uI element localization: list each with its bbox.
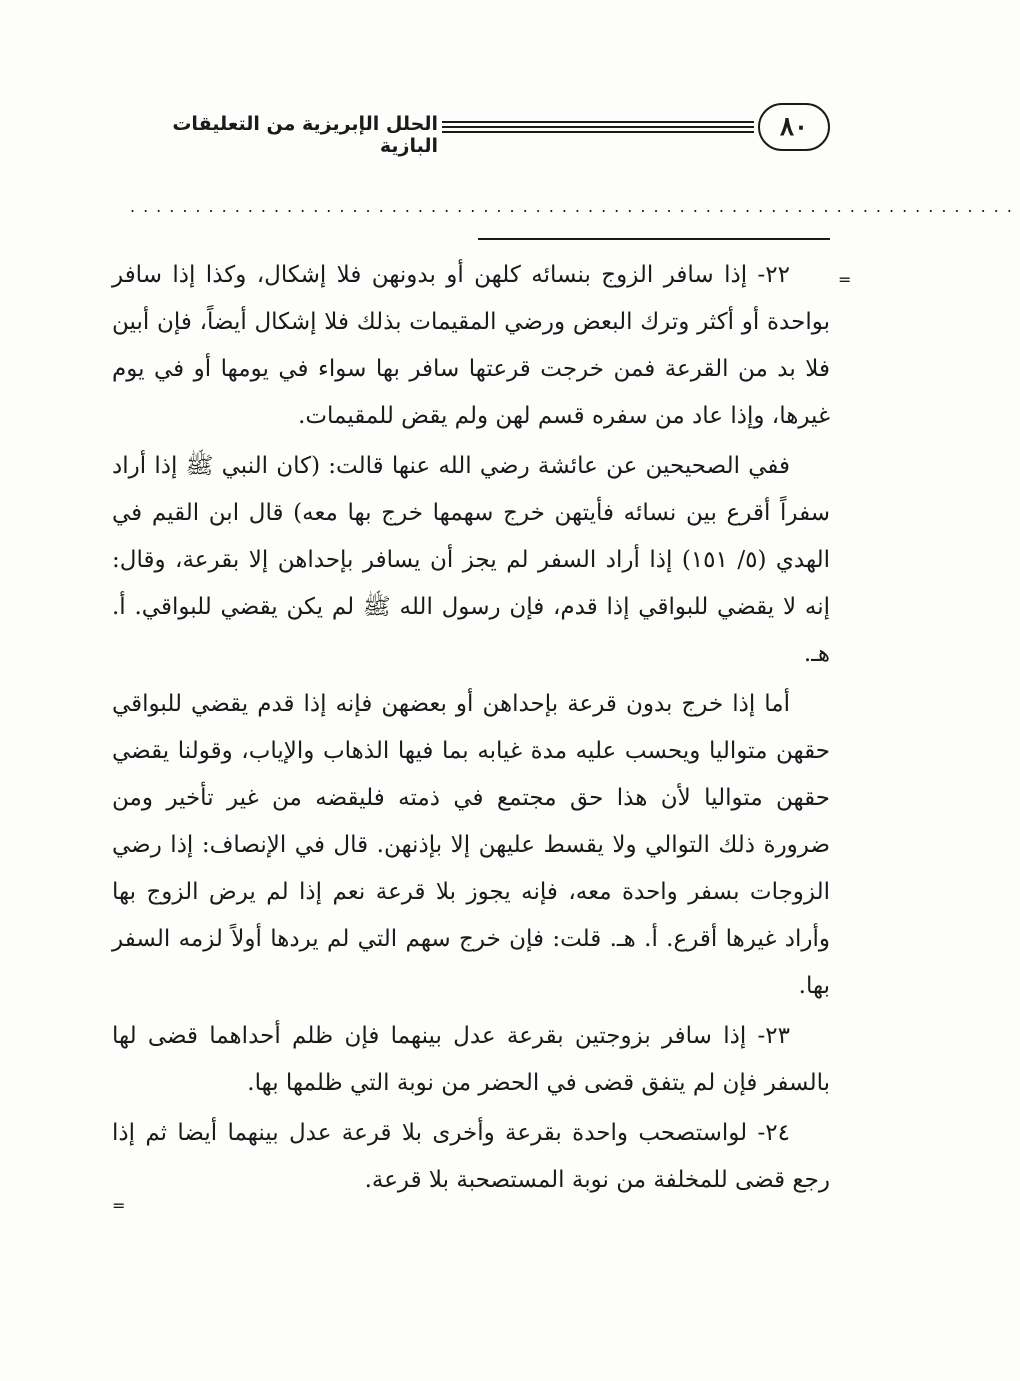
paragraph-23: ٢٣- إذا سافر بزوجتين بقرعة عدل بينهما فإن ظلم أحداهما قضى لها بالسفر فإن لم يتفق قضى في الحضر من نوبة التي ظلمها بها. [112,1023,830,1096]
page-header [112,103,830,159]
margin-mark-top: = [838,270,852,289]
paragraph-without-lot: أما إذا خرج بدون قرعة بإحداهن أو بعضهن فإنه إذا قدم يقضي للبواقي حقهن متواليا ويحسب عليه مدة غيابه بما فيها الذهاب والإياب، وقولنا يقضي حقهن متواليا لأن هذا حق مجتمع في ذمته فليقضه من غير تأخير ومن ضرورة ذلك التوالي ولا يقسط عليهن إلا بإذنهن. قال في الإنصاف: إذا رضي الزوجات بسفر واحدة معه، فإنه يجوز بلا قرعة نعم إذا لم يرض الزوج بها وأراد غيرها أقرع. أ. هـ. قلت: فإن خرج سهم التي لم يردها أولاً لزمه السفر بها. [112,691,830,999]
header-rule [442,121,754,133]
paragraph-22: ٢٢- إذا سافر الزوج بنسائه كلهن أو بدونهن فلا إشكال، وكذا إذا سافر بواحدة أو أكثر وترك البعض ورضي المقيمات بذلك فلا إشكال أيضاً، فإن أبين فلا بد من القرعة فمن خرجت قرعتها سافر بها سواء في يومها أو في يوم غيرها، وإذا عاد من سفره قسم لهن ولم يقض للمقيمات. [112,262,830,429]
dotted-separator: .................................................................... [130,197,1020,216]
body-text [112,252,830,1204]
page-number: ٨٠ [758,103,830,151]
paragraph-hadith: ففي الصحيحين عن عائشة رضي الله عنها قالت: (كان النبي ﷺ إذا أراد سفراً أقرع بين نسائه فأيتهن خرج سهمها خرج بها معه) قال ابن القيم في الهدي (٥/ ١٥١) إذا أراد السفر لم يجز أن يسافر بإحداهن إلا بقرعة، وقال: إنه لا يقضي للبواقي إذا قدم، فإن رسول الله ﷺ لم يكن يقضي للبواقي. أ. هـ. [112,453,830,667]
running-title: الحلل الإبريزية من التعليقات البازية [172,113,438,157]
margin-mark-bottom: = [112,1196,126,1215]
section-rule [478,238,830,240]
paragraph-24: ٢٤- لواستصحب واحدة بقرعة وأخرى بلا قرعة عدل بينهما أيضا ثم إذا رجع قضى للمخلفة من نوبة المستصحبة بلا قرعة. [112,1120,830,1193]
